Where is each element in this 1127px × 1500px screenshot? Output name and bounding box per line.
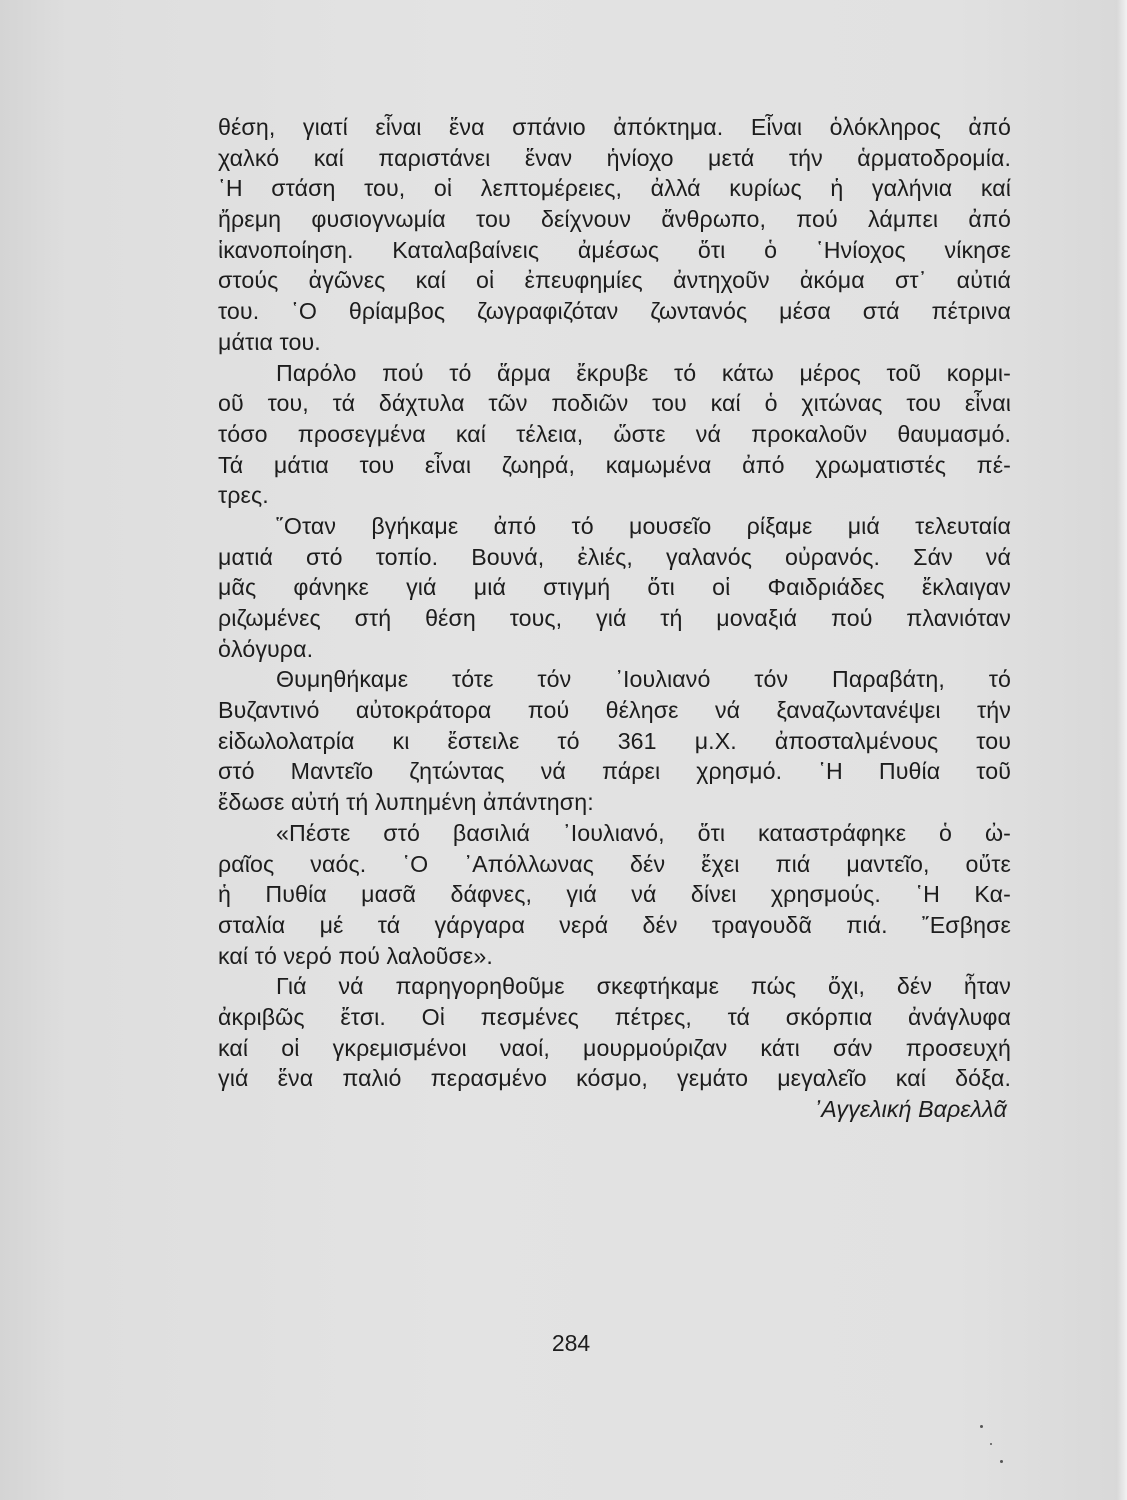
text-line: γιά ἕνα παλιό περασμένο κόσμο, γεμάτο μεγαλεῖο καί δόξα.	[218, 1065, 1011, 1092]
text-line: ραῖος ναός. ῾Ο ᾽Απόλλωνας δέν ἔχει πιά μαντεῖο, οὔτε	[218, 850, 1011, 877]
text-line: ἔδωσε αὐτή τή λυπημένη ἀπάντηση:	[218, 789, 594, 816]
text-line: ματιά στό τοπίο. Βουνά, ἐλιές, γαλανός οὐρανός. Σάν νά	[218, 543, 1011, 570]
text-line: στό Μαντεῖο ζητώντας νά πάρει χρησμό. ῾Η Πυθία τοῦ	[218, 758, 1011, 785]
text-line: «Πέστε στό βασιλιά ᾽Ιουλιανό, ὅτι καταστράφηκε ὁ ὠ-	[276, 819, 1011, 846]
body-text	[218, 112, 1011, 1125]
page-number: 284	[551, 1330, 591, 1356]
dust-speck	[990, 1443, 992, 1445]
text-line: τρες.	[218, 482, 269, 509]
text-line: Τά μάτια του εἶναι ζωηρά, καμωμένα ἀπό χρωματιστές πέ-	[218, 451, 1011, 478]
text-line: εἰδωλολατρία κι ἔστειλε τό 361 μ.Χ. ἀποσταλμένους του	[218, 727, 1011, 754]
text-line: καί οἱ γκρεμισμένοι ναοί, μουρμούριζαν κάτι σάν προσευχή	[218, 1034, 1011, 1061]
dust-speck	[980, 1425, 983, 1428]
text-line: Παρόλο πού τό ἅρμα ἔκρυβε τό κάτω μέρος τοῦ κορμι-	[276, 359, 1011, 386]
text-line: ῞Οταν βγήκαμε ἀπό τό μουσεῖο ρίξαμε μιά τελευταία	[276, 512, 1011, 539]
text-line: μάτια του.	[218, 328, 321, 355]
text-line: τόσο προσεγμένα καί τέλεια, ὥστε νά προκαλοῦν θαυμασμό.	[218, 420, 1011, 447]
text-line: χαλκό καί παριστάνει ἕναν ἡνίοχο μετά τήν ἁρματοδρομία.	[218, 144, 1011, 171]
text-line: Βυζαντινό αὐτοκράτορα πού θέλησε νά ξαναζωντανέψει τήν	[218, 697, 1011, 724]
text-line: ἀκριβῶς ἔτσι. Οἱ πεσμένες πέτρες, τά σκόρπια ἀνάγλυφα	[218, 1003, 1011, 1030]
text-line: Θυμηθήκαμε τότε τόν ᾽Ιουλιανό τόν Παραβάτη, τό	[276, 666, 1011, 693]
text-line: στούς ἀγῶνες καί οἱ ἐπευφημίες ἀντηχοῦν ἀκόμα στ᾽ αὐτιά	[218, 267, 1011, 294]
text-line: καί τό νερό πού λαλοῦσε».	[218, 942, 493, 969]
text-line: οῦ του, τά δάχτυλα τῶν ποδιῶν του καί ὁ χιτώνας του εἶναι	[218, 390, 1011, 417]
text-line: Γιά νά παρηγορηθοῦμε σκεφτήκαμε πώς ὄχι, δέν ἦταν	[276, 973, 1011, 1000]
text-line: ἱκανοποίηση. Καταλαβαίνεις ἀμέσως ὅτι ὁ ῾Ηνίοχος νίκησε	[218, 236, 1011, 263]
text-line: ριζωμένες στή θέση τους, γιά τή μοναξιά πού πλανιόταν	[218, 605, 1011, 631]
text-line: σταλία μέ τά γάργαρα νερά δέν τραγουδᾶ πιά. ῎Εσβησε	[218, 911, 1011, 938]
text-line: ὁλόγυρα.	[218, 635, 314, 662]
text-line: θέση, γιατί εἶναι ἕνα σπάνιο ἀπόκτημα. Εἶναι ὁλόκληρος ἀπό	[218, 114, 1011, 140]
text-line: ἤρεμη φυσιογνωμία του δείχνουν ἄνθρωπο, πού λάμπει ἀπό	[218, 206, 1011, 233]
text-line: ἡ Πυθία μασᾶ δάφνες, γιά νά δίνει χρησμούς. ῾Η Κα-	[218, 881, 1011, 908]
text-line: μᾶς φάνηκε γιά μιά στιγμή ὅτι οἱ Φαιδριάδες ἔκλαιγαν	[218, 574, 1011, 601]
text-line: του. ῾Ο θρίαμβος ζωγραφιζόταν ζωντανός μέσα στά πέτρινα	[218, 298, 1011, 325]
text-line: ῾Η στάση του, οἱ λεπτομέρειες, ἀλλά κυρίως ἡ γαλήνια καί	[218, 175, 1011, 202]
dust-speck	[1000, 1460, 1003, 1463]
author-signature: ᾽Αγγελική Βαρελλᾶ	[813, 1096, 1007, 1122]
